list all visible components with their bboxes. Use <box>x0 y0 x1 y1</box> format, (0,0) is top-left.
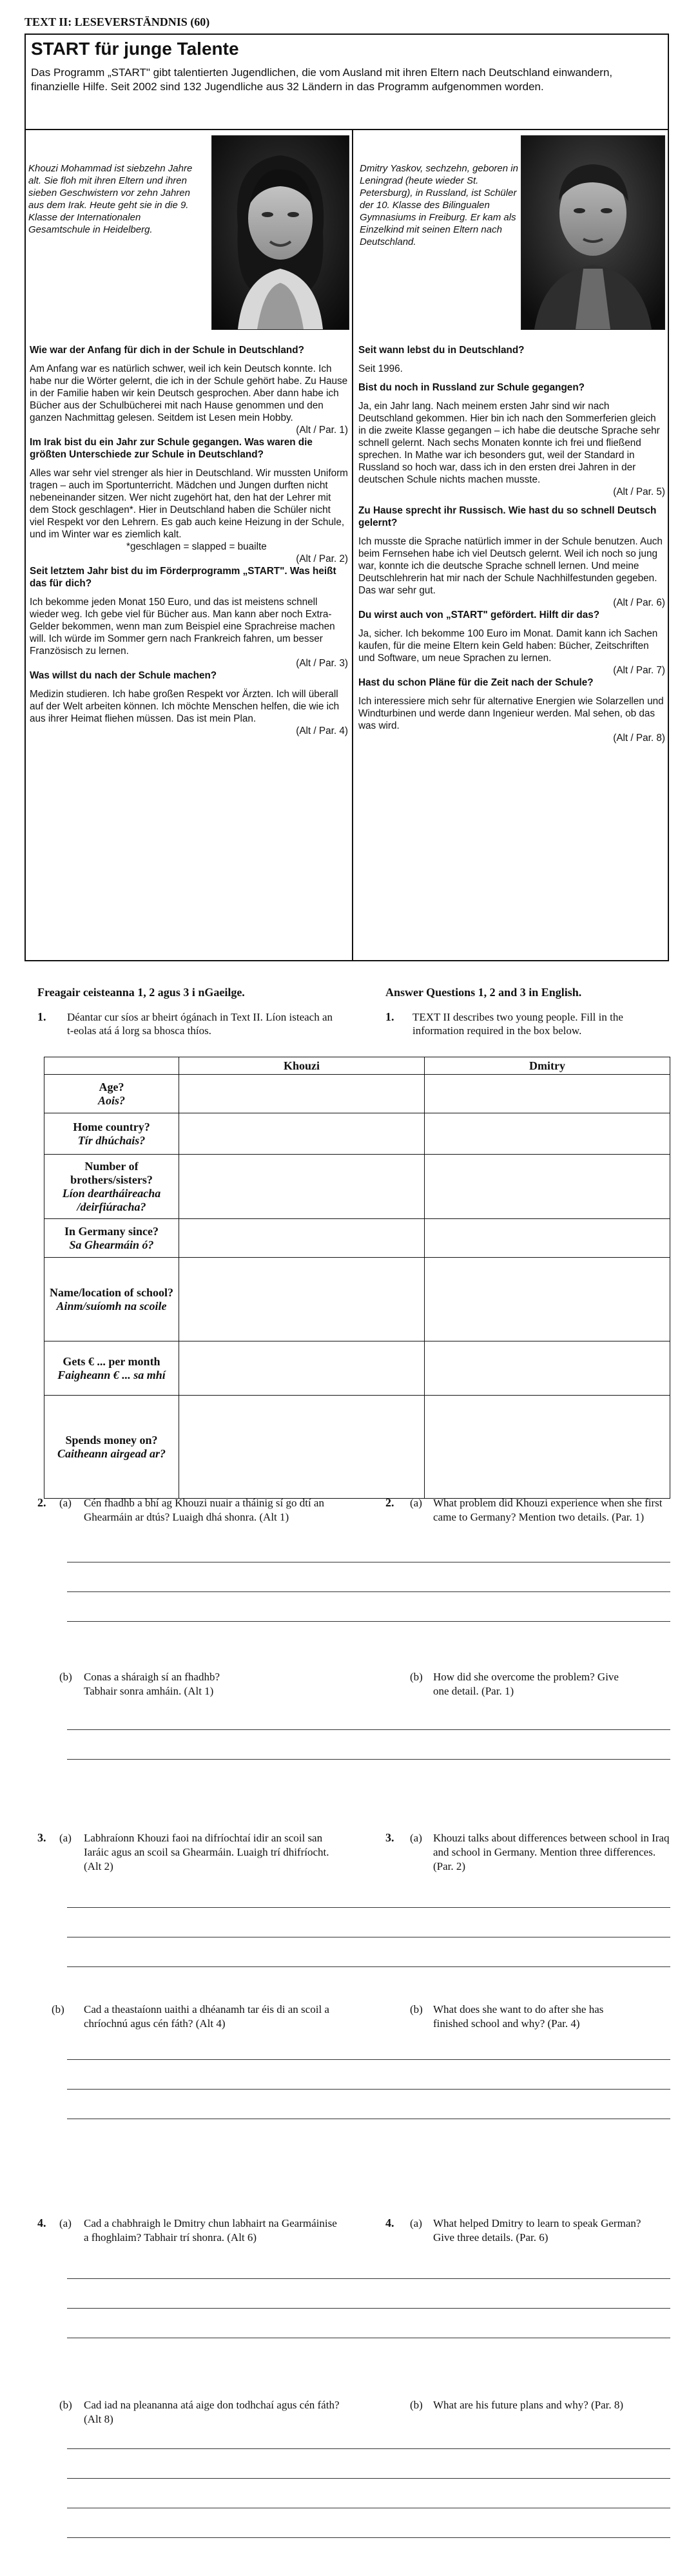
dmitry-q1: Seit wann lebst du in Deutschland? <box>358 345 525 356</box>
instruction-english: Answer Questions 1, 2 and 3 in English. <box>385 986 582 999</box>
answer-cell[interactable] <box>425 1219 670 1258</box>
q4a-part-ga: (a) <box>59 2217 72 2229</box>
q3-num-ga: 3. <box>37 1831 46 1844</box>
q2a-text-ga: Cén fhadhb a bhí ag Khouzi nuair a tháinig sí go dtí an Ghearmáin ar dtús? Luaigh dhá shonra. (Alt 1) <box>84 1497 324 1523</box>
dmitry-photo <box>521 135 665 330</box>
q3a-part-ga: (a) <box>59 1832 72 1844</box>
intro-paragraph: Das Programm „START" gibt talentierten Jugendlichen, die vom Ausland mit ihren Eltern nach Deutschland einwandern, finanzielle Hilfe. Seit 2002 sind 132 Jugendliche aus 32 Ländern in das Programm aufgenommen worden. <box>31 66 613 93</box>
instruction-irish: Freagair ceisteanna 1, 2 agus 3 i nGaeilge. <box>37 986 245 999</box>
q2b-text-en: How did she overcome the problem? Give one detail. (Par. 1) <box>433 1671 619 1697</box>
dmitry-a5: Ich interessiere mich sehr für alternative Energien wie Solarzellen und Windturbinen und werde dann Ingenieur werden. Mal sehen, ob das was wird. <box>358 696 664 731</box>
dmitry-a1: Seit 1996. <box>358 363 403 374</box>
q4a-text-en: What helped Dmitry to learn to speak German? Give three details. (Par. 6) <box>433 2217 641 2244</box>
khouzi-a1: Am Anfang war es natürlich schwer, weil ich kein Deutsch konnte. Ich habe nur die Wörter gelernt, die ich in der Schule gehört habe. Zu Hause in der Familie haben wir kein Deutsch gesprochen. Aber dann habe ich Bücher aus der Schulbücherei mit nach Hause genommen und den ganzen Nachmittag gelesen. Seitdem ist Lesen mein Hobby. <box>30 363 348 423</box>
khouzi-q3: Seit letztem Jahr bist du im Förderprogramm „START". Was heißt das für dich? <box>30 566 336 589</box>
answer-cell[interactable] <box>425 1258 670 1341</box>
q2b-part-ga: (b) <box>59 1671 72 1683</box>
khouzi-a3: Ich bekomme jeden Monat 150 Euro, und das ist meistens schnell wieder weg. Ich gebe viel für Bücher aus. Man kann aber noch Extra-Gelder bekommen, wenn man zum Beispiel eine Sprachreise machen will. Ich würde im Sommer gern nach Frankreich fahren, um besser Französisch zu lernen. <box>30 597 335 657</box>
answer-line[interactable] <box>67 1966 670 1967</box>
khouzi-ref3: (Alt / Par. 3) <box>296 658 348 669</box>
answer-line[interactable] <box>67 2278 670 2279</box>
q1-num-ga: 1. <box>37 1010 46 1023</box>
row-label: Spends money on? <box>65 1433 158 1447</box>
answer-line[interactable] <box>67 2537 670 2538</box>
answer-cell[interactable] <box>179 1396 425 1499</box>
dmitry-ref2: (Alt / Par. 5) <box>613 486 665 497</box>
dmitry-q5: Hast du schon Pläne für die Zeit nach der Schule? <box>358 677 594 688</box>
khouzi-a2: Alles war sehr viel strenger als hier in Deutschland. Wir mussten Uniform tragen – auch im Sportunterricht. Mädchen und Jungen durften nicht nebeneinander sitzen. Wer nicht zugehört hat, den hat der Lehrer mit dem Stock geschlagen*. Hier in Deutschland haben die Schüler nicht viel Respekt vor den Lehrern. Es gab auch keine Heizung in der Schule, und im Winter war es ziemlich kalt. <box>30 468 348 540</box>
q3b-part-en: (b) <box>410 2003 423 2015</box>
q4-num-ga: 4. <box>37 2216 46 2229</box>
khouzi-profile: Khouzi Mohammad ist siebzehn Jahre alt. Sie floh mit ihren Eltern und ihren sieben Geschwistern vor zehn Jahren aus dem Irak. Heute geht sie in die 9. Klasse der Internationalen Gesamtschule in Heidelberg. <box>28 163 193 235</box>
q3a-text-en: Khouzi talks about differences between school in Iraq and school in Germany. Mention three differences. (Par. 2) <box>433 1832 670 1872</box>
answer-cell[interactable] <box>179 1113 425 1155</box>
table-row <box>44 1341 670 1396</box>
khouzi-footnote: *geschlagen = slapped = buailte <box>126 541 267 552</box>
text-title: START für junge Talente <box>31 39 239 59</box>
answer-line[interactable] <box>67 2308 670 2309</box>
answer-cell[interactable] <box>179 1341 425 1396</box>
khouzi-photo <box>211 135 349 330</box>
q1-num-en: 1. <box>385 1010 394 1023</box>
answer-cell[interactable] <box>179 1075 425 1113</box>
row-label: In Germany since? <box>64 1224 159 1238</box>
dmitry-a3: Ich musste die Sprache natürlich immer in der Schule benutzen. Auch beim Fernsehen habe ich viel Deutsch gelernt. Weil ich noch so jung war, konnte ich die deutsche Sprache schnell lernen. Und meine Deutschlehrerin hat mir nach der Schule Nachhilfestunden gegeben. Das war sehr gut. <box>358 536 663 596</box>
q4a-text-ga: Cad a chabhraigh le Dmitry chun labhairt na Gearmáinise a fhoghlaim? Tabhair trí shonra. (Alt 6) <box>84 2217 337 2244</box>
q2a-part-ga: (a) <box>59 1497 72 1509</box>
row-label-ga: Caitheann airgead ar? <box>57 1447 166 1460</box>
row-label-ga: Tír dhúchais? <box>77 1133 146 1147</box>
table-row <box>44 1396 670 1499</box>
table-row <box>44 1113 670 1155</box>
answer-line[interactable] <box>67 2059 670 2060</box>
answer-table <box>44 1057 670 1499</box>
col-dmitry: Dmitry <box>425 1057 670 1075</box>
q1-text-ga: Déantar cur síos ar bheirt ógánach in Text II. Líon isteach an t-eolas atá á lorg sa bhosca thíos. <box>67 1011 333 1037</box>
row-label: Name/location of school? <box>50 1285 173 1299</box>
khouzi-ref1: (Alt / Par. 1) <box>296 425 348 436</box>
dmitry-ref5: (Alt / Par. 8) <box>613 733 665 744</box>
answer-line[interactable] <box>67 1591 670 1592</box>
answer-cell[interactable] <box>425 1341 670 1396</box>
answer-line[interactable] <box>67 1621 670 1622</box>
q4-num-en: 4. <box>385 2216 394 2229</box>
khouzi-interview <box>30 344 348 737</box>
row-label-ga: Sa Ghearmáin ó? <box>69 1238 154 1251</box>
q3a-part-en: (a) <box>410 1832 422 1844</box>
q2a-text-en: What problem did Khouzi experience when she first came to Germany? Mention two details. (Par. 1) <box>433 1497 663 1523</box>
dmitry-profile: Dmitry Yaskov, sechzehn, geboren in Leningrad (heute wieder St. Petersburg), in Russland, ist Schüler der 10. Klasse des Bilingualen Gymnasiums in Freiburg. Er kam als Einzelkind mit seinen Eltern nach Deutschland. <box>360 163 518 247</box>
answer-cell[interactable] <box>425 1113 670 1155</box>
q2a-part-en: (a) <box>410 1497 422 1509</box>
khouzi-ref2: (Alt / Par. 2) <box>296 553 348 564</box>
answer-cell[interactable] <box>179 1155 425 1219</box>
answer-line[interactable] <box>67 2448 670 2449</box>
q4b-part-ga: (b) <box>59 2399 72 2411</box>
q3b-part-ga: (b) <box>52 2003 64 2015</box>
answer-cell[interactable] <box>425 1075 670 1113</box>
q2-num-en: 2. <box>385 1496 394 1509</box>
answer-line[interactable] <box>67 1759 670 1760</box>
q3-num-en: 3. <box>385 1831 394 1844</box>
answer-cell[interactable] <box>179 1219 425 1258</box>
answer-line[interactable] <box>67 1907 670 1908</box>
q2b-part-en: (b) <box>410 1671 423 1683</box>
dmitry-a2: Ja, ein Jahr lang. Nach meinem ersten Jahr sind wir nach Deutschland gekommen. Hier bin ich nach den Sommerferien gleich in die zweite Klasse gegangen – ich habe die deutsche Sprache sehr schnell gelernt. Nach sechs Monaten konnte ich frei und fließend sprechen. In Mathe war ich besonders gut, weil der Standard in Russland so hoch war, dass ich in den ersten drei Jahren in der deutschen Schule nichts machen musste. <box>358 401 660 485</box>
q2b-text-ga: Conas a sháraigh sí an fhadhb? Tabhair sonra amháin. (Alt 1) <box>84 1671 220 1697</box>
q4b-text-ga: Cad iad na pleananna atá aige don todhchaí agus cén fáth? (Alt 8) <box>84 2399 340 2425</box>
dmitry-ref3: (Alt / Par. 6) <box>613 597 665 608</box>
row-label: Home country? <box>73 1120 150 1133</box>
dmitry-q2: Bist du noch in Russland zur Schule gegangen? <box>358 382 585 393</box>
table-header-row <box>44 1057 670 1075</box>
q3b-text-ga: Cad a theastaíonn uaithi a dhéanamh tar éis di an scoil a chríochnú agus cén fáth? (Alt 4) <box>84 2003 329 2030</box>
row-label: Number of brothers/sisters? <box>70 1159 153 1186</box>
table-row <box>44 1155 670 1219</box>
khouzi-a4: Medizin studieren. Ich habe großen Respekt vor Ärzten. Ich will überall auf der Welt arbeiten können. Ich möchte Menschen helfen, die wie ich aus ihrer Heimat fliehen müssen. Das ist mein Plan. <box>30 689 340 724</box>
dmitry-ref4: (Alt / Par. 7) <box>613 665 665 676</box>
khouzi-q4: Was willst du nach der Schule machen? <box>30 670 217 681</box>
dmitry-interview <box>358 344 665 744</box>
column-divider <box>352 129 353 961</box>
khouzi-q1: Wie war der Anfang für dich in der Schule in Deutschland? <box>30 345 304 356</box>
khouzi-q2: Im Irak bist du ein Jahr zur Schule gegangen. Was waren die größten Unterschiede zur Schule in Deutschland? <box>30 437 313 460</box>
row-label: Age? <box>99 1080 124 1093</box>
section-header: TEXT II: LESEVERSTÄNDNIS (60) <box>24 15 210 28</box>
table-row <box>44 1258 670 1341</box>
dmitry-q4: Du wirst auch von „START" gefördert. Hilft dir das? <box>358 610 600 620</box>
answer-line[interactable] <box>67 2089 670 2090</box>
q4b-text-en: What are his future plans and why? (Par. 8) <box>433 2399 624 2411</box>
divider <box>24 129 669 130</box>
q3b-text-en: What does she want to do after she has finished school and why? (Par. 4) <box>433 2003 604 2030</box>
answer-cell[interactable] <box>425 1155 670 1219</box>
table-row <box>44 1075 670 1113</box>
answer-cell[interactable] <box>425 1396 670 1499</box>
row-label-ga: Ainm/suíomh na scoile <box>56 1299 167 1312</box>
answer-cell[interactable] <box>179 1258 425 1341</box>
khouzi-ref4: (Alt / Par. 4) <box>296 726 348 736</box>
dmitry-q3: Zu Hause sprecht ihr Russisch. Wie hast du so schnell Deutsch gelernt? <box>358 505 657 528</box>
col-khouzi: Khouzi <box>179 1057 425 1075</box>
answer-line[interactable] <box>67 2478 670 2479</box>
q4a-part-en: (a) <box>410 2217 422 2229</box>
row-label-ga: Aois? <box>97 1093 125 1107</box>
table-row <box>44 1219 670 1258</box>
q1-text-en: TEXT II describes two young people. Fill in the information required in the box below. <box>412 1011 623 1037</box>
q4b-part-en: (b) <box>410 2399 423 2411</box>
row-label-ga: Faigheann € ... sa mhí <box>57 1368 166 1381</box>
answer-line[interactable] <box>67 1729 670 1730</box>
row-label-ga: Líon deartháireacha /deirfiúracha? <box>62 1186 161 1213</box>
q3a-text-ga: Labhraíonn Khouzi faoi na difríochtaí idir an scoil san Iaráic agus an scoil sa Ghearmáin. Luaigh trí dhifríocht. (Alt 2) <box>84 1832 329 1872</box>
row-label: Gets € ... per month <box>63 1354 160 1368</box>
dmitry-a4: Ja, sicher. Ich bekomme 100 Euro im Monat. Damit kann ich Sachen kaufen, für die meine Eltern kein Geld haben: Bücher, Zeitschriften und Software, um neue Sprachen zu lernen. <box>358 628 658 664</box>
q2-num-ga: 2. <box>37 1496 46 1509</box>
